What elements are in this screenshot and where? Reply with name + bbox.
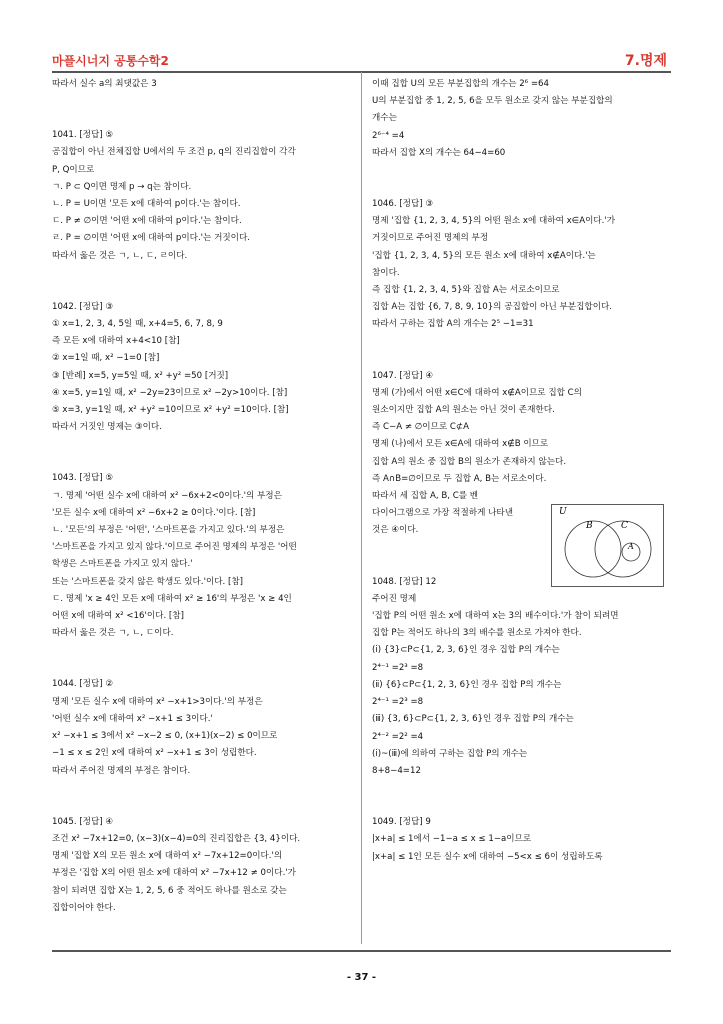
text-line: 즉 A∩B=∅이므로 두 집합 A, B는 서로소이다.	[372, 473, 547, 484]
text-line: (ⅰ)~(ⅲ)에 의하여 구하는 집합 P의 개수는	[372, 748, 528, 759]
text-line: 원소이지만 집합 A의 원소는 아닌 것이 존재한다.	[372, 405, 555, 416]
text-line: 2⁶⁻⁴ =4	[372, 130, 405, 141]
text-line: ㄴ. '모든'의 부정은 '어떤', '스마트폰을 가지고 있다.'의 부정은	[52, 525, 285, 536]
answer-heading: 1043. [정답] ⑤	[52, 473, 114, 484]
text-line: (ⅰ) {3}⊂P⊂{1, 2, 3, 6}인 경우 집합 P의 개수는	[372, 645, 560, 656]
text-line: x² −x+1 ≤ 3에서 x² −x−2 ≤ 0, (x+1)(x−2) ≤ 0이므로	[52, 731, 278, 742]
text-line: 개수는	[372, 113, 397, 124]
text-line: (ⅱ) {6}⊂P⊂{1, 2, 3, 6}인 경우 집합 P의 개수는	[372, 679, 562, 690]
text-line: ㄷ. 명제 'x ≥ 4인 모든 x에 대하여 x² ≥ 16'의 부정은 'x ≥ 4인	[52, 593, 292, 604]
section-gap	[52, 93, 352, 127]
text-line: 이때 집합 U의 모든 부분집합의 개수는 2⁶ =64	[372, 79, 549, 89]
text-line: |x+a| ≤ 1에서 −1−a ≤ x ≤ 1−a이므로	[372, 834, 532, 845]
text-line: ⑤ x=3, y=1일 때, x² +y² =10이므로 x² +y² =10이다. [참]	[52, 405, 289, 416]
venn-label-a: A	[628, 542, 634, 551]
text-line: 즉 집합 {1, 2, 3, 4, 5}와 집합 A는 서로소이므로	[372, 285, 560, 296]
text-line: '스마트폰을 가지고 있지 않다.'이므로 주어진 명제의 부정은 '어떤	[52, 542, 297, 553]
text-line: 집합 P는 적어도 하나의 3의 배수를 원소로 가져야 한다.	[372, 628, 582, 639]
text-line: 참이 되려면 집합 X는 1, 2, 5, 6 중 적어도 하나를 원소로 갖는	[52, 885, 287, 896]
section-gap	[52, 265, 352, 299]
text-line: ② x=1일 때, x² −1=0 [참]	[52, 353, 160, 364]
text-line: 부정은 '집합 X의 어떤 원소 x에 대하여 x² −7x+12 ≠ 0이다.'가	[52, 868, 296, 879]
text-line: 명제 (가)에서 어떤 x∈C에 대하여 x∉A이므로 집합 C의	[372, 387, 582, 398]
text-line: 조건 x² −7x+12=0, (x−3)(x−4)=0의 진리집합은 {3, 4}이다.	[52, 833, 301, 844]
text-line: −1 ≤ x ≤ 2인 x에 대하여 x² −x+1 ≤ 3이 성립한다.	[52, 748, 257, 759]
answer-heading: 1047. [정답] ④	[372, 370, 434, 381]
text-line: 따라서 옳은 것은 ㄱ, ㄴ, ㄷ, ㄹ이다.	[52, 250, 188, 261]
text-line: 집합 A는 집합 {6, 7, 8, 9, 10}의 공집합이 아닌 부분집합이다.	[372, 302, 613, 313]
page-number: - 37 -	[346, 972, 377, 983]
text-line: ④ x=5, y=1일 때, x² −2y=23이므로 x² −2y>10이다. [참]	[52, 387, 288, 398]
text-line: 것은 ④이다.	[372, 525, 419, 536]
text-line: 2⁴⁻² =2² =4	[372, 731, 424, 742]
section-gap	[372, 162, 672, 196]
answer-heading: 1042. [정답] ③	[52, 301, 114, 312]
text-line: 다이어그램으로 가장 적절하게 나타낸	[372, 508, 514, 519]
book-title: 마플시너지 공통수학2	[52, 54, 169, 68]
text-line: 집합 A의 원소 중 집합 B의 원소가 존재하지 않는다.	[372, 456, 567, 467]
answer-heading: 1049. [정답] 9	[372, 817, 431, 828]
text-line: 8+8−4=12	[372, 765, 421, 776]
text-line: ㄱ. P ⊂ Q이면 명제 p → q는 참이다.	[52, 181, 192, 192]
column-divider	[361, 72, 362, 944]
text-line: 또는 '스마트폰을 갖지 않은 학생도 있다.'이다. [참]	[52, 576, 244, 587]
text-line: ① x=1, 2, 3, 4, 5일 때, x+4=5, 6, 7, 8, 9	[52, 319, 223, 330]
section-gap	[372, 334, 672, 368]
section-gap	[52, 436, 352, 470]
text-line: U의 부분집합 중 1, 2, 5, 6을 모두 원소로 갖지 않는 부분집합의	[372, 96, 613, 107]
venn-label-b: B	[586, 521, 593, 531]
section-gap	[52, 780, 352, 814]
text-line: 명제 '집합 X의 모든 원소 x에 대하여 x² −7x+12=0이다.'의	[52, 851, 283, 862]
venn-label-u: U	[559, 507, 567, 517]
text-line: '집합 {1, 2, 3, 4, 5}의 모든 원소 x에 대하여 x∉A이다.'는	[372, 250, 596, 261]
venn-diagram	[551, 504, 664, 587]
text-line: 따라서 주어진 명제의 부정은 참이다.	[52, 765, 191, 776]
text-line: 따라서 집합 X의 개수는 64−4=60	[372, 147, 506, 158]
footer-rule	[52, 950, 671, 952]
right-column	[372, 76, 672, 866]
text-line: 학생은 스마트폰을 가지고 있지 않다.'	[52, 559, 193, 570]
text-line: 명제 '모든 실수 x에 대하여 x² −x+1>3이다.'의 부정은	[52, 696, 263, 707]
text-line: '어떤 실수 x에 대하여 x² −x+1 ≤ 3이다.'	[52, 713, 213, 724]
text-line: '집합 P의 어떤 원소 x에 대하여 x는 3의 배수이다.'가 참이 되려면	[372, 611, 619, 622]
answer-heading: 1041. [정답] ⑤	[52, 130, 114, 141]
answer-heading: 1048. [정답] 12	[372, 576, 437, 587]
answer-heading: 1045. [정답] ④	[52, 816, 114, 827]
text-line: 명제 '집합 {1, 2, 3, 4, 5}의 어떤 원소 x에 대하여 x∈A이다.'가	[372, 216, 616, 227]
text-line: 2⁴⁻¹ =2³ =8	[372, 697, 424, 708]
venn-universe-box	[552, 505, 664, 587]
text-line: 집합이어야 한다.	[52, 902, 116, 913]
text-line: P, Q이므로	[52, 164, 95, 175]
venn-set-b	[565, 521, 621, 577]
text-line: 즉 C−A ≠ ∅이므로 C⊄A	[372, 422, 469, 433]
text-line: 명제 (나)에서 모든 x∈A에 대하여 x∉B 이므로	[372, 439, 549, 450]
section-gap	[372, 780, 672, 814]
text-line: 거짓이므로 주어진 명제의 부정	[372, 233, 489, 244]
text-line: ㄴ. P = U이면 '모든 x에 대하여 p이다.'는 참이다.	[52, 199, 241, 210]
text-line: 즉 모든 x에 대하여 x+4<10 [참]	[52, 336, 180, 347]
text-line: '모든 실수 x에 대하여 x² −6x+2 ≥ 0이다.'이다. [참]	[52, 507, 256, 518]
left-column	[52, 76, 352, 917]
text-line: ㄱ. 명제 '어떤 실수 x에 대하여 x² −6x+2<0이다.'의 부정은	[52, 490, 282, 501]
answer-heading: 1044. [정답] ②	[52, 679, 114, 690]
text-line: (ⅲ) {3, 6}⊂P⊂{1, 2, 3, 6}인 경우 집합 P의 개수는	[372, 714, 574, 725]
answer-heading: 1046. [정답] ③	[372, 199, 434, 210]
text-line: 따라서 거짓인 명제는 ③이다.	[52, 422, 162, 433]
venn-label-c: C	[621, 521, 628, 531]
chapter-title: 7.명제	[624, 53, 667, 69]
text-line: ㄷ. P ≠ ∅이면 '어떤 x에 대하여 p이다.'는 참이다.	[52, 216, 242, 227]
text-line: 주어진 명제	[372, 593, 417, 604]
text-line: |x+a| ≤ 1인 모든 실수 x에 대하여 −5<x ≤ 6이 성립하도록	[372, 851, 603, 862]
text-line: ㄹ. P = ∅이면 '어떤 x에 대하여 p이다.'는 거짓이다.	[52, 233, 251, 244]
text-line: 2⁴⁻¹ =2³ =8	[372, 662, 424, 673]
text-line: 따라서 실수 a의 최댓값은 3	[52, 79, 157, 89]
text-line: ③ [반례] x=5, y=5일 때, x² +y² =50 [거짓]	[52, 370, 229, 381]
text-line: 따라서 구하는 집합 A의 개수는 2⁵ −1=31	[372, 319, 534, 330]
text-line: 따라서 세 집합 A, B, C를 벤	[372, 491, 479, 502]
text-line: 참이다.	[372, 267, 400, 278]
text-line: 따라서 옳은 것은 ㄱ, ㄴ, ㄷ이다.	[52, 628, 174, 639]
text-line: 공집합이 아닌 전체집합 U에서의 두 조건 p, q의 진리집합이 각각	[52, 147, 296, 158]
section-gap	[52, 642, 352, 676]
text-line: 어떤 x에 대하여 x² <16'이다. [참]	[52, 611, 184, 622]
